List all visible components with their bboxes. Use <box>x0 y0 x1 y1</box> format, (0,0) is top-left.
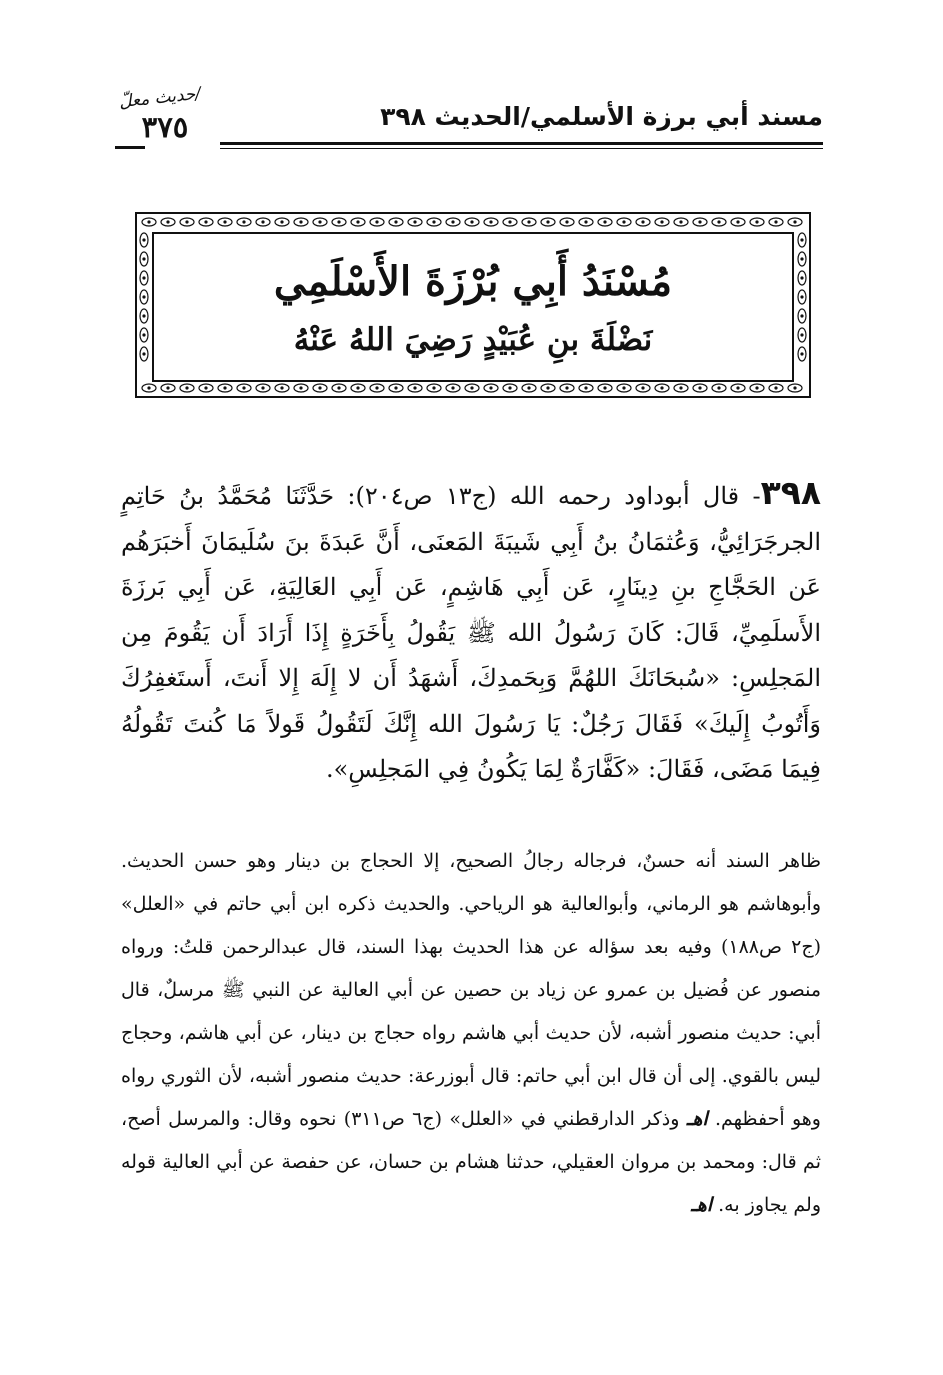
commentary-text: ظاهر السند أنه حسنٌ، فرجاله رجالُ الصحيح، إلا الحجاج بن دينار وهو حسن الحديث. وأبوهاشم هو الرماني، وأبوالعالية هو الرياحي. والحديث ذكره ابن أبي حاتم في «العلل» (ج٢ ص١٨٨) وفيه بعد سؤاله عن هذا الحديث بهذا السند، قال عبدالرحمن قلتُ: ورواه منصور عن فُضيل بن عمرو عن زياد بن حصين عن أبي العالية عن النبي ﷺ مرسلٌ، قال أبي: حديث منصور أشبه، لأن حديث أبي هاشم رواه حجاج بن دينار، عن أبي هاشم، وحجاج ليس بالقوي. إلى أن قال ابن أبي حاتم: قال أبوزرعة: حديث منصور أشبه، لأن الثوري رواه وهو أحفظهم. <box>121 850 821 1130</box>
handwritten-margin-note: /حديث معلّ <box>118 83 202 113</box>
page-number-rule <box>115 146 145 149</box>
commentary-end-mark-2: اهـ <box>691 1194 713 1216</box>
commentary-block <box>121 840 821 1227</box>
page-number: ٣٧٥ <box>141 110 189 144</box>
ornamental-frame-inner <box>152 232 794 382</box>
musnad-subtitle: نَضْلَةَ بنِ عُبَيْدٍ رَضِيَ اللهُ عَنْهُ <box>293 322 653 358</box>
header-rule <box>220 142 823 149</box>
commentary-text-2: وذكر الدارقطني في «العلل» (ج٦ ص٣١١) نحوه وقال: والمرسل أصح، ثم قال: ومحمد بن مروان العقيلي، حدثنا هشام بن حسان، عن حفصة عن أبي العالية قوله ولم يجاوز به. <box>121 1108 821 1216</box>
commentary-end-mark-1: اهـ <box>686 1108 708 1130</box>
hadith-number: ٣٩٨ <box>760 473 821 512</box>
musnad-title: مُسْنَدُ أَبِي بُرْزَةَ الأَسْلَمِي <box>273 258 673 305</box>
hadith-number-dash: - <box>752 482 761 510</box>
hadith-text: قال أبوداود رحمه الله (ج١٣ ص٢٠٤): حَدَّثَنَا مُحَمَّدُ بنُ حَاتِمٍ الجرجَرَائِيُّ، وَعُثمَانُ بنُ أَبِي شَيبَةَ المَعنَى، أَنَّ عَبدَةَ بنَ سُلَيمَانَ أَخبَرَهُم عَن الحَجَّاجِ بنِ دِينَارٍ، عَن أَبِي هَاشِمٍ، عَن أَبِي العَالِيَةِ، عَن أَبِي بَرزَةَ الأَسلَمِيِّ، قَالَ: كَانَ رَسُولُ الله ﷺ يَقُولُ بِأَخَرَةٍ إِذَا أَرَادَ أَن يَقُومَ مِن المَجلِسِ: «سُبحَانَكَ اللهُمَّ وَبِحَمدِكَ، أَشهَدُ أَن لا إِلَهَ إِلا أَنتَ، أَستَغفِرُكَ وَأَتُوبُ إِلَيكَ» فَقَالَ رَجُلٌ: يَا رَسُولَ الله إِنَّكَ لَتَقُولُ قَولاً مَا كُنتَ تَقُولُهُ فِيمَا مَضَى، فَقَالَ: «كَفَّارَةٌ لِمَا يَكُونُ فِي المَجلِسِ». <box>121 482 821 783</box>
running-title: مسند أبي برزة الأسلمي/الحديث ٣٩٨ <box>380 102 823 131</box>
hadith-block <box>121 470 821 793</box>
